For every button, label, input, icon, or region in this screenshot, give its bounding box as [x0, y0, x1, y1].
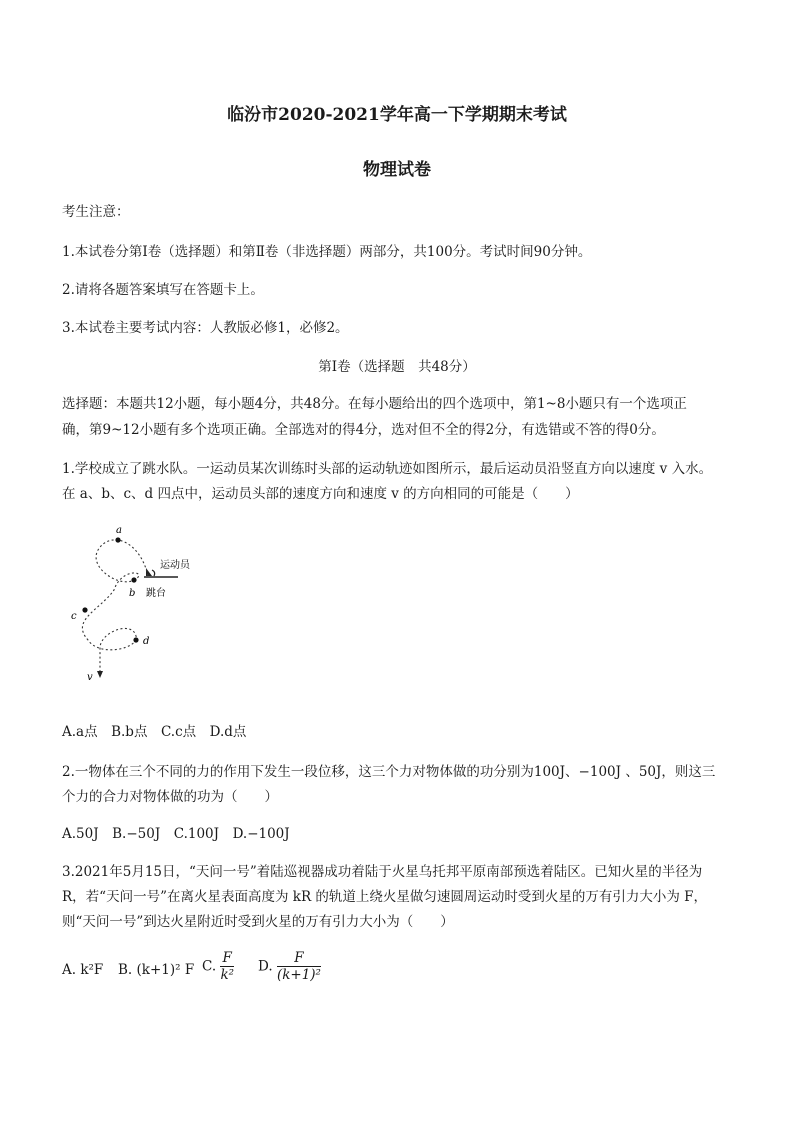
- trajectory-path: [82, 540, 148, 675]
- q3-text-3: 则“天问一号”到达火星附近时受到火星的万有引力大小为（ ）: [62, 914, 454, 930]
- q1-text-2: 在 a、b、c、d 四点中，运动员头部的速度方向和速度 v 的方向相同的可能是（ ）: [62, 486, 579, 502]
- q3-option-b: B. (k+1)² F: [118, 962, 195, 978]
- notice-item-1: 1.本试卷分第Ⅰ卷（选择题）和第Ⅱ卷（非选择题）两部分，共100分。考试时间90分钟。: [62, 244, 592, 260]
- q3-option-d-numerator: F: [277, 950, 321, 967]
- point-d: [133, 637, 138, 642]
- q3-option-d: [258, 950, 321, 983]
- q2-text-2: 个力的合力对物体做的功为（ ）: [62, 789, 278, 805]
- label-platform: 跳台: [146, 588, 166, 599]
- notice-item-3: 3.本试卷主要考试内容：人教版必修1，必修2。: [62, 320, 349, 336]
- label-athlete: 运动员: [160, 560, 190, 571]
- label-b: b: [129, 588, 136, 599]
- label-d: d: [143, 636, 150, 647]
- q3-option-c-numerator: F: [220, 950, 234, 967]
- q3-option-a: A. k²F: [62, 962, 104, 978]
- label-c: c: [71, 611, 77, 622]
- q1-options: A.a点 B.b点 C.c点 D.d点: [62, 724, 247, 740]
- q3-text-1: 3.2021年5月15日，“天问一号”着陆巡视器成功着陆于火星乌托邦平原南部预选着陆区。已知火星的半径为: [62, 864, 703, 880]
- q1-text-1: 1.学校成立了跳水队。一运动员某次训练时头部的运动轨迹如图所示，最后运动员沿竖直方向以速度 v 入水。: [62, 461, 713, 477]
- q3-option-c-denominator: k²: [220, 967, 235, 983]
- q3-text-2: R，若“天问一号”在离火星表面高度为 kR 的轨道上绕火星做匀速圆周运动时受到火星的万有引力大小为 F，: [62, 889, 708, 905]
- page-subtitle: 物理试卷: [363, 160, 431, 180]
- q3-option-c-fraction: [220, 950, 234, 983]
- q3-option-d-denominator: (k+1)²: [276, 967, 321, 983]
- section-title: 第Ⅰ卷（选择题 共48分）: [318, 359, 476, 375]
- q3-option-d-fraction: [277, 950, 321, 983]
- label-a: a: [116, 525, 122, 536]
- q1-trajectory-figure: [60, 520, 220, 690]
- velocity-arrow: [97, 671, 103, 678]
- athlete-marker: [146, 568, 152, 576]
- q3-option-c-label: C.: [202, 958, 217, 975]
- q2-options: A.50J B.−50J C.100J D.−100J: [62, 826, 290, 842]
- point-c: [82, 607, 87, 612]
- section-instructions-2: 确，第9~12小题有多个选项正确。全部选对的得4分，选对但不全的得2分，有选错或不答的得0分。: [62, 422, 665, 438]
- q3-option-c: [202, 950, 234, 983]
- notice-item-2: 2.请将各题答案填写在答题卡上。: [62, 282, 264, 298]
- point-b: [131, 577, 136, 582]
- page-title: 临汾市2020-2021学年高一下学期期末考试: [227, 105, 567, 125]
- section-instructions-1: 选择题：本题共12小题，每小题4分，共48分。在每小题给出的四个选项中，第1~8小题只有一个选项正: [62, 396, 687, 412]
- label-v: v: [87, 672, 93, 683]
- q2-text-1: 2.一物体在三个不同的力的作用下发生一段位移，这三个力对物体做的功分别为100J、−100J 、50J，则这三: [62, 764, 716, 780]
- point-a: [115, 537, 120, 542]
- notice-heading: 考生注意：: [62, 204, 130, 220]
- q3-option-d-label: D.: [258, 958, 273, 975]
